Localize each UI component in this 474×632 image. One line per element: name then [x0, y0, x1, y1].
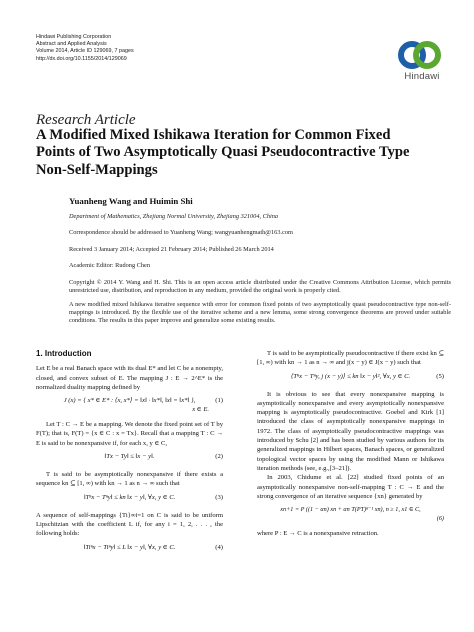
paragraph: Let T : C → E be a mapping. We denote the fixed point set of T by F(T); that is, F(T) = {x ∈ C : x = Tx}. Recall that a mapping T : C → E is said to be nonexpansive if, for each x, y ∈ C,: [36, 421, 223, 447]
equation: [257, 372, 444, 386]
equation-body: ⟨Tⁿx − Tⁿy, j (x − y)⟩ ≤ kn ‖x − y‖², ∀x, y ∈ C.: [290, 372, 411, 380]
left-column: [36, 349, 223, 561]
equation-body: xn+1 = P ((1 − αn) xn + αn T(PT)ⁿ⁻¹ xn), n ≥ 1, x1 ∈ C,: [280, 506, 421, 514]
right-column: [257, 349, 444, 538]
copyright-notice: Copyright © 2014 Y. Wang and H. Shi. This is an open access article distributed under the Creative Commons Attribution License, which permits unrestricted use, distribution, and reproduction in any medium, provided the original work is properly cited.: [69, 279, 451, 294]
hindawi-logo-text: Hindawi: [404, 71, 440, 82]
equation-number: (6): [436, 515, 444, 523]
article-type: Research Article: [36, 112, 136, 128]
article-title: A Modified Mixed Ishikawa Iteration for Common Fixed Points of Two Asymptotically Quasi Pseudocontractive Type Non-Self-Mappings: [36, 127, 410, 178]
abstract: A new modified mixed Ishikawa iterative sequence with error for common fixed points of two asymptotically quasi pseudocontractive type non-self-mappings is introduced. By the flexible use of the iterative scheme and a new lemma, some strong convergence theorems are proved under suitable conditions. The results in this paper improve and generalize some existing results.: [69, 301, 451, 324]
equation-body: J (x) = { x* ∈ E* : ⟨x, x*⟩ = ‖x‖ · ‖x*‖, ‖x‖ = ‖x*‖ },: [63, 397, 196, 405]
paragraph: It is obvious to see that every nonexpansive mapping is asymptotically nonexpansive and every asymptotically nonexpansive mapping is asymptotically pseudocontractive. Goebel and Kirk [1] introduced the class of asymptotically nonexpansive mappings in 1972. The class of asymptotically pseudocontractive mappings was introduced by Schu [2] and has been studied by various authors for its generalized mappings in Hilbert spaces, Banach spaces, or generalized topological vector spaces by using the modified Mann or Ishikawa iteration methods (see, e.g.,[3–21]).: [257, 390, 444, 472]
equation-body: ‖Tiⁿx − Tiⁿy‖ ≤ L ‖x − y‖, ∀x, y ∈ C.: [83, 543, 176, 551]
equation-number: (3): [215, 493, 223, 501]
journal-name: Abstract and Applied Analysis: [36, 41, 107, 48]
doi-link[interactable]: http://dx.doi.org/10.1155/2014/129069: [36, 55, 127, 62]
publisher-name: Hindawi Publishing Corporation: [36, 34, 112, 40]
equation-continuation: x ∈ E.: [192, 406, 209, 414]
equation-body: ‖Tⁿx − Tⁿy‖ ≤ kn ‖x − y‖, ∀x, y ∈ C.: [83, 493, 176, 501]
academic-editor: Academic Editor: Rudong Chen: [69, 262, 150, 269]
equation: [36, 543, 223, 557]
article-authors: Yuanheng Wang and Huimin Shi: [69, 196, 193, 206]
equation-number: (4): [215, 543, 223, 551]
section-heading: 1. Introduction: [36, 349, 92, 358]
paragraph: A sequence of self-mappings {Ti}∞i=1 on C is said to be uniform Lipschitzian with the coefficient L if, for any i = 1, 2, . . . , the following holds:: [36, 511, 223, 538]
equation: [36, 493, 223, 507]
correspondence: Correspondence should be addressed to Yuanheng Wang; wangyuanhengmath@163.com: [69, 229, 293, 236]
paragraph: T is said to be asymptotically pseudocontractive if there exist kn ⊆ [1, ∞) with kn → 1 as n → ∞ and j(x − y) ∈ J(x − y) such that: [257, 350, 444, 367]
publication-info: [36, 34, 134, 63]
volume-info: Volume 2014, Article ID 129069, 7 pages: [36, 48, 134, 55]
equation: [36, 396, 223, 416]
equation-number: (5): [436, 372, 444, 380]
paragraph: Let E be a real Banach space with its dual E* and let C be a nonempty, closed, and convex subset of E. The mapping J : E → 2^E* is the normalized duality mapping defined by: [36, 365, 223, 391]
equation: [36, 452, 223, 466]
article-dates: Received 3 January 2014; Accepted 21 February 2014; Published 26 March 2014: [69, 246, 274, 253]
equation: [257, 505, 444, 525]
affiliation: Department of Mathematics, Zhejiang Normal University, Zhejiang 321004, China: [69, 213, 279, 220]
equation-number: (1): [215, 397, 223, 405]
equation-body: ‖Tx − Ty‖ ≤ ‖x − y‖.: [104, 453, 155, 461]
paragraph: T is said to be asymptotically nonexpansive if there exists a sequence kn ⊆ [1, ∞) with kn → 1 as n → ∞ such that: [36, 471, 223, 488]
paragraph: where P : E → C is a nonexpansive retraction.: [257, 530, 379, 538]
equation-number: (2): [215, 453, 223, 461]
paragraph: In 2003, Chidume et al. [22] studied fixed points of an asymptotically nonexpansive non-self-mapping T : C → E and the strong convergence of an iterative sequence {xn} generated by: [257, 474, 444, 500]
